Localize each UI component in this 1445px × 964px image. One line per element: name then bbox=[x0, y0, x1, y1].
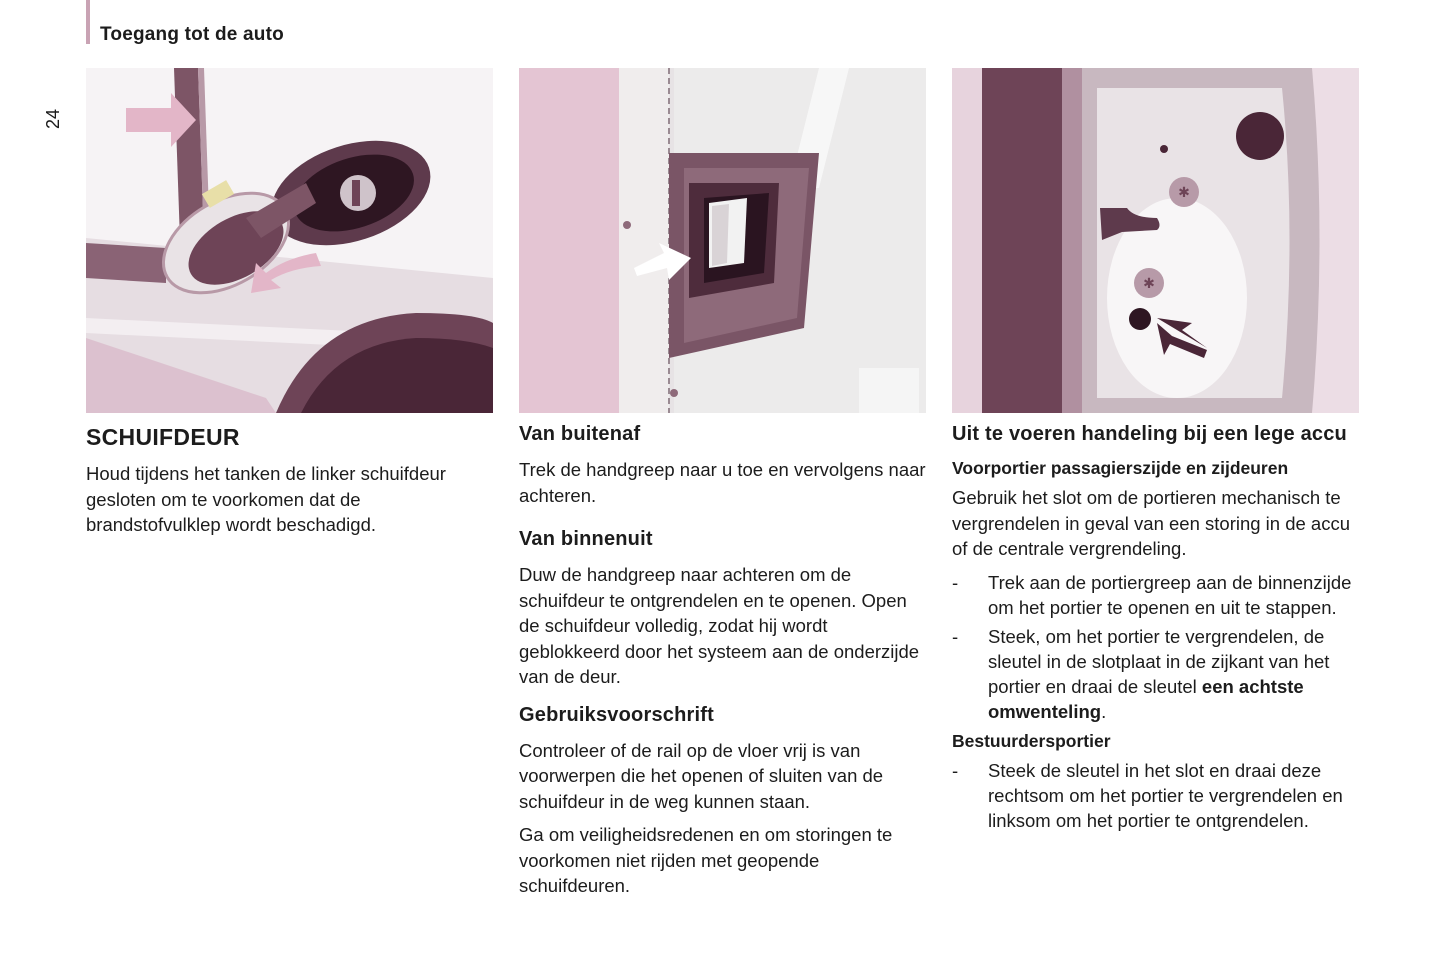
passenger-door-steps bbox=[952, 570, 1359, 724]
list-item bbox=[952, 758, 1359, 833]
list-item bbox=[952, 570, 1359, 620]
column-sliding-door bbox=[519, 68, 926, 907]
schuifdeur-text: Houd tijdens het tanken de linker schuifdeur gesloten om te voorkomen dat de brandstofvulklep wordt beschadigd. bbox=[86, 463, 446, 535]
header-accent-bar bbox=[86, 0, 90, 44]
driver-door-steps bbox=[952, 758, 1359, 833]
svg-text:✱: ✱ bbox=[1178, 184, 1190, 200]
fuel-flap-illustration bbox=[86, 68, 493, 413]
section-title: Toegang tot de auto bbox=[100, 24, 284, 45]
svg-text:✱: ✱ bbox=[1143, 275, 1155, 291]
dash-bullet: - bbox=[952, 625, 959, 647]
outside-text: Trek de handgreep naar u toe en vervolgens naar achteren. bbox=[519, 459, 926, 506]
door-lock-illustration bbox=[952, 68, 1359, 413]
list-item bbox=[952, 624, 1359, 724]
column-empty-battery bbox=[952, 68, 1359, 839]
dash-bullet: - bbox=[952, 759, 959, 781]
step-text: Steek, om het portier te vergrendelen, de sleutel in de slotplaat in de zijkant van het portier en draai de sleutel bbox=[988, 625, 1330, 697]
dash-bullet: - bbox=[952, 571, 959, 593]
page-number: 24 bbox=[43, 108, 63, 130]
step-text: Steek de sleutel in het slot en draai deze rechtsom om het portier te vergrendelen en linksom om het portier te ontgrendelen. bbox=[988, 759, 1343, 831]
usage-text-1: Controleer of de rail op de vloer vrij is van voorwerpen die het openen of sluiten van de schuifdeur in de weg kunnen staan. bbox=[519, 739, 884, 812]
step-text-bold: een achtste omwenteling bbox=[988, 675, 1304, 722]
passenger-door-subheading: Voorportier passagierszijde en zijdeuren bbox=[952, 458, 1289, 478]
passenger-door-text: Gebruik het slot om de portieren mechanisch te vergrendelen in geval van een storing in de accu of de centrale vergrendeling. bbox=[952, 487, 1351, 559]
column-fuel-flap bbox=[86, 68, 493, 546]
outside-heading: Van buitenaf bbox=[519, 423, 641, 445]
usage-heading: Gebruiksvoorschrift bbox=[519, 703, 714, 726]
step-text-end: . bbox=[1101, 700, 1107, 722]
driver-door-subheading: Bestuurdersportier bbox=[952, 730, 1111, 751]
schuifdeur-heading: SCHUIFDEUR bbox=[86, 424, 240, 450]
usage-text-2: Ga om veiligheidsredenen en om storingen te voorkomen niet rijden met geopende schuifdeuren. bbox=[519, 824, 893, 896]
inside-heading: Van binnenuit bbox=[519, 528, 653, 550]
inside-text: Duw de handgreep naar achteren om de schuifdeur te ontgrendelen en te openen. Open de schuifdeur volledig, zodat hij wordt geblokkeerd door het systeem aan de onderzijde van de deur. bbox=[519, 564, 920, 687]
battery-heading: Uit te voeren handeling bij een lege accu bbox=[952, 423, 1347, 445]
step-text: Trek aan de portiergreep aan de binnenzijde om het portier te openen en uit te stappen. bbox=[988, 571, 1352, 618]
door-handle-illustration bbox=[519, 68, 926, 413]
